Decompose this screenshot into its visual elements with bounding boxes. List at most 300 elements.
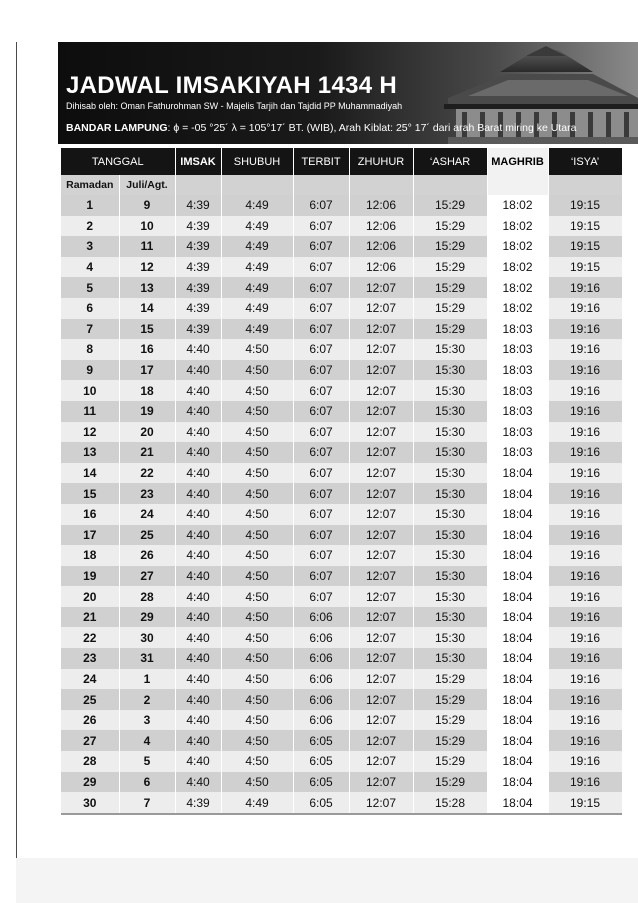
isya-cell: 19:16 bbox=[548, 360, 622, 381]
gregorian-date-cell: 9 bbox=[119, 195, 175, 216]
gregorian-date-cell: 17 bbox=[119, 360, 175, 381]
ramadan-day-cell: 8 bbox=[61, 339, 119, 360]
table-row bbox=[61, 380, 622, 401]
col-ashar: ‘ASHAR bbox=[413, 148, 487, 175]
page-bottom-band bbox=[16, 858, 638, 903]
ramadan-day-cell: 20 bbox=[61, 586, 119, 607]
shubuh-cell: 4:50 bbox=[221, 710, 293, 731]
table-header-row bbox=[61, 148, 622, 175]
terbit-cell: 6:05 bbox=[293, 792, 349, 813]
ramadan-day-cell: 10 bbox=[61, 380, 119, 401]
imsak-cell: 4:40 bbox=[175, 648, 221, 669]
imsak-cell: 4:40 bbox=[175, 442, 221, 463]
maghrib-cell: 18:04 bbox=[487, 586, 548, 607]
imsak-cell: 4:40 bbox=[175, 401, 221, 422]
imsak-cell: 4:39 bbox=[175, 236, 221, 257]
table-row bbox=[61, 483, 622, 504]
ashar-cell: 15:29 bbox=[413, 730, 487, 751]
ramadan-day-cell: 19 bbox=[61, 566, 119, 587]
ashar-cell: 15:30 bbox=[413, 566, 487, 587]
ashar-cell: 15:29 bbox=[413, 710, 487, 731]
schedule-subtitle: Dihisab oleh: Oman Fathurohman SW - Majelis Tarjih dan Tajdid PP Muhammadiyah bbox=[66, 101, 403, 111]
shubuh-cell: 4:49 bbox=[221, 319, 293, 340]
zhuhur-cell: 12:07 bbox=[349, 607, 413, 628]
zhuhur-cell: 12:07 bbox=[349, 648, 413, 669]
ashar-cell: 15:29 bbox=[413, 772, 487, 793]
ashar-cell: 15:30 bbox=[413, 483, 487, 504]
gregorian-date-cell: 1 bbox=[119, 669, 175, 690]
terbit-cell: 6:07 bbox=[293, 360, 349, 381]
imsak-cell: 4:40 bbox=[175, 772, 221, 793]
subheader-blank bbox=[293, 175, 349, 195]
maghrib-cell: 18:04 bbox=[487, 669, 548, 690]
zhuhur-cell: 12:07 bbox=[349, 422, 413, 443]
terbit-cell: 6:07 bbox=[293, 463, 349, 484]
isya-cell: 19:16 bbox=[548, 463, 622, 484]
table-row bbox=[61, 319, 622, 340]
maghrib-cell: 18:02 bbox=[487, 195, 548, 216]
ashar-cell: 15:28 bbox=[413, 792, 487, 813]
ramadan-day-cell: 26 bbox=[61, 710, 119, 731]
isya-cell: 19:15 bbox=[548, 195, 622, 216]
gregorian-date-cell: 19 bbox=[119, 401, 175, 422]
isya-cell: 19:16 bbox=[548, 751, 622, 772]
gregorian-date-cell: 6 bbox=[119, 772, 175, 793]
terbit-cell: 6:06 bbox=[293, 627, 349, 648]
shubuh-cell: 4:50 bbox=[221, 751, 293, 772]
table-row bbox=[61, 751, 622, 772]
zhuhur-cell: 12:07 bbox=[349, 689, 413, 710]
imsak-cell: 4:39 bbox=[175, 298, 221, 319]
gregorian-date-cell: 27 bbox=[119, 566, 175, 587]
col-isya: ‘ISYA’ bbox=[548, 148, 622, 175]
subheader-blank bbox=[175, 175, 221, 195]
gregorian-date-cell: 28 bbox=[119, 586, 175, 607]
ramadan-day-cell: 22 bbox=[61, 627, 119, 648]
shubuh-cell: 4:50 bbox=[221, 422, 293, 443]
col-terbit: TERBIT bbox=[293, 148, 349, 175]
shubuh-cell: 4:49 bbox=[221, 792, 293, 813]
col-zhuhur: ZHUHUR bbox=[349, 148, 413, 175]
isya-cell: 19:16 bbox=[548, 380, 622, 401]
ramadan-day-cell: 3 bbox=[61, 236, 119, 257]
zhuhur-cell: 12:07 bbox=[349, 792, 413, 813]
terbit-cell: 6:06 bbox=[293, 689, 349, 710]
zhuhur-cell: 12:06 bbox=[349, 257, 413, 278]
ashar-cell: 15:30 bbox=[413, 422, 487, 443]
ramadan-day-cell: 21 bbox=[61, 607, 119, 628]
ashar-cell: 15:29 bbox=[413, 195, 487, 216]
maghrib-cell: 18:04 bbox=[487, 751, 548, 772]
maghrib-cell: 18:04 bbox=[487, 607, 548, 628]
zhuhur-cell: 12:07 bbox=[349, 442, 413, 463]
table-row bbox=[61, 566, 622, 587]
header-banner bbox=[58, 42, 638, 144]
shubuh-cell: 4:49 bbox=[221, 195, 293, 216]
gregorian-date-cell: 4 bbox=[119, 730, 175, 751]
gregorian-date-cell: 7 bbox=[119, 792, 175, 813]
maghrib-cell: 18:04 bbox=[487, 772, 548, 793]
imsak-cell: 4:40 bbox=[175, 710, 221, 731]
imsak-cell: 4:40 bbox=[175, 463, 221, 484]
ramadan-day-cell: 4 bbox=[61, 257, 119, 278]
table-row bbox=[61, 360, 622, 381]
table-row bbox=[61, 710, 622, 731]
ashar-cell: 15:29 bbox=[413, 216, 487, 237]
isya-cell: 19:16 bbox=[548, 319, 622, 340]
maghrib-cell: 18:02 bbox=[487, 236, 548, 257]
isya-cell: 19:16 bbox=[548, 277, 622, 298]
zhuhur-cell: 12:07 bbox=[349, 669, 413, 690]
ashar-cell: 15:30 bbox=[413, 525, 487, 546]
imsak-cell: 4:40 bbox=[175, 627, 221, 648]
shubuh-cell: 4:50 bbox=[221, 483, 293, 504]
imsak-cell: 4:40 bbox=[175, 566, 221, 587]
page-left-border bbox=[16, 42, 17, 862]
terbit-cell: 6:06 bbox=[293, 607, 349, 628]
shubuh-cell: 4:50 bbox=[221, 607, 293, 628]
table-row bbox=[61, 216, 622, 237]
ramadan-day-cell: 14 bbox=[61, 463, 119, 484]
shubuh-cell: 4:50 bbox=[221, 586, 293, 607]
isya-cell: 19:16 bbox=[548, 648, 622, 669]
maghrib-cell: 18:02 bbox=[487, 257, 548, 278]
table-row bbox=[61, 730, 622, 751]
maghrib-cell: 18:04 bbox=[487, 463, 548, 484]
ashar-cell: 15:29 bbox=[413, 236, 487, 257]
terbit-cell: 6:07 bbox=[293, 195, 349, 216]
shubuh-cell: 4:50 bbox=[221, 772, 293, 793]
gregorian-date-cell: 29 bbox=[119, 607, 175, 628]
zhuhur-cell: 12:07 bbox=[349, 730, 413, 751]
shubuh-cell: 4:50 bbox=[221, 525, 293, 546]
gregorian-date-cell: 10 bbox=[119, 216, 175, 237]
zhuhur-cell: 12:07 bbox=[349, 401, 413, 422]
imsak-cell: 4:40 bbox=[175, 504, 221, 525]
ramadan-day-cell: 2 bbox=[61, 216, 119, 237]
table-subheader-row bbox=[61, 175, 622, 195]
imsak-cell: 4:40 bbox=[175, 730, 221, 751]
col-ramadan: Ramadan bbox=[61, 175, 119, 195]
zhuhur-cell: 12:07 bbox=[349, 298, 413, 319]
ashar-cell: 15:29 bbox=[413, 298, 487, 319]
zhuhur-cell: 12:07 bbox=[349, 319, 413, 340]
imsak-cell: 4:39 bbox=[175, 277, 221, 298]
ashar-cell: 15:30 bbox=[413, 442, 487, 463]
isya-cell: 19:15 bbox=[548, 216, 622, 237]
shubuh-cell: 4:49 bbox=[221, 277, 293, 298]
terbit-cell: 6:07 bbox=[293, 504, 349, 525]
zhuhur-cell: 12:07 bbox=[349, 710, 413, 731]
shubuh-cell: 4:49 bbox=[221, 236, 293, 257]
maghrib-cell: 18:04 bbox=[487, 648, 548, 669]
zhuhur-cell: 12:07 bbox=[349, 483, 413, 504]
terbit-cell: 6:07 bbox=[293, 216, 349, 237]
imsak-cell: 4:39 bbox=[175, 257, 221, 278]
ramadan-day-cell: 6 bbox=[61, 298, 119, 319]
shubuh-cell: 4:49 bbox=[221, 298, 293, 319]
isya-cell: 19:16 bbox=[548, 442, 622, 463]
table-bottom-rule bbox=[61, 813, 622, 815]
location-info bbox=[66, 122, 576, 134]
terbit-cell: 6:05 bbox=[293, 730, 349, 751]
shubuh-cell: 4:50 bbox=[221, 380, 293, 401]
imsak-cell: 4:40 bbox=[175, 751, 221, 772]
shubuh-cell: 4:49 bbox=[221, 216, 293, 237]
imsak-cell: 4:40 bbox=[175, 422, 221, 443]
gregorian-date-cell: 5 bbox=[119, 751, 175, 772]
maghrib-cell: 18:03 bbox=[487, 442, 548, 463]
imsak-cell: 4:39 bbox=[175, 792, 221, 813]
maghrib-cell: 18:03 bbox=[487, 360, 548, 381]
isya-cell: 19:16 bbox=[548, 689, 622, 710]
ashar-cell: 15:29 bbox=[413, 689, 487, 710]
table-row bbox=[61, 277, 622, 298]
table-body bbox=[61, 195, 622, 813]
table-row bbox=[61, 525, 622, 546]
table-row bbox=[61, 442, 622, 463]
ramadan-day-cell: 7 bbox=[61, 319, 119, 340]
ramadan-day-cell: 17 bbox=[61, 525, 119, 546]
ramadan-day-cell: 5 bbox=[61, 277, 119, 298]
shubuh-cell: 4:50 bbox=[221, 339, 293, 360]
maghrib-cell: 18:03 bbox=[487, 339, 548, 360]
terbit-cell: 6:07 bbox=[293, 236, 349, 257]
schedule-title: JADWAL IMSAKIYAH 1434 H bbox=[66, 72, 397, 99]
table-row bbox=[61, 195, 622, 216]
terbit-cell: 6:07 bbox=[293, 586, 349, 607]
gregorian-date-cell: 13 bbox=[119, 277, 175, 298]
col-imsak: IMSAK bbox=[175, 148, 221, 175]
isya-cell: 19:16 bbox=[548, 627, 622, 648]
gregorian-date-cell: 18 bbox=[119, 380, 175, 401]
gregorian-date-cell: 2 bbox=[119, 689, 175, 710]
ashar-cell: 15:30 bbox=[413, 360, 487, 381]
shubuh-cell: 4:50 bbox=[221, 401, 293, 422]
imsak-cell: 4:40 bbox=[175, 689, 221, 710]
ashar-cell: 15:29 bbox=[413, 277, 487, 298]
terbit-cell: 6:07 bbox=[293, 380, 349, 401]
ashar-cell: 15:30 bbox=[413, 339, 487, 360]
maghrib-cell: 18:02 bbox=[487, 216, 548, 237]
zhuhur-cell: 12:06 bbox=[349, 195, 413, 216]
terbit-cell: 6:07 bbox=[293, 257, 349, 278]
shubuh-cell: 4:50 bbox=[221, 730, 293, 751]
isya-cell: 19:16 bbox=[548, 586, 622, 607]
maghrib-cell: 18:04 bbox=[487, 730, 548, 751]
table-row bbox=[61, 463, 622, 484]
isya-cell: 19:16 bbox=[548, 422, 622, 443]
maghrib-cell: 18:04 bbox=[487, 483, 548, 504]
shubuh-cell: 4:50 bbox=[221, 669, 293, 690]
imsakiyah-table bbox=[61, 148, 623, 813]
zhuhur-cell: 12:07 bbox=[349, 545, 413, 566]
ramadan-day-cell: 11 bbox=[61, 401, 119, 422]
table-row bbox=[61, 298, 622, 319]
zhuhur-cell: 12:07 bbox=[349, 339, 413, 360]
col-tanggal: TANGGAL bbox=[61, 148, 175, 175]
imsak-cell: 4:39 bbox=[175, 319, 221, 340]
maghrib-cell: 18:04 bbox=[487, 566, 548, 587]
isya-cell: 19:16 bbox=[548, 772, 622, 793]
maghrib-cell: 18:04 bbox=[487, 545, 548, 566]
ashar-cell: 15:30 bbox=[413, 401, 487, 422]
terbit-cell: 6:07 bbox=[293, 277, 349, 298]
zhuhur-cell: 12:07 bbox=[349, 504, 413, 525]
terbit-cell: 6:07 bbox=[293, 339, 349, 360]
isya-cell: 19:16 bbox=[548, 545, 622, 566]
shubuh-cell: 4:50 bbox=[221, 648, 293, 669]
zhuhur-cell: 12:07 bbox=[349, 380, 413, 401]
shubuh-cell: 4:50 bbox=[221, 463, 293, 484]
imsak-cell: 4:40 bbox=[175, 545, 221, 566]
isya-cell: 19:16 bbox=[548, 730, 622, 751]
isya-cell: 19:16 bbox=[548, 669, 622, 690]
zhuhur-cell: 12:07 bbox=[349, 627, 413, 648]
table-row bbox=[61, 339, 622, 360]
table-row bbox=[61, 236, 622, 257]
subheader-blank bbox=[221, 175, 293, 195]
table-row bbox=[61, 648, 622, 669]
zhuhur-cell: 12:07 bbox=[349, 525, 413, 546]
subheader-blank bbox=[487, 175, 548, 195]
zhuhur-cell: 12:07 bbox=[349, 566, 413, 587]
zhuhur-cell: 12:07 bbox=[349, 772, 413, 793]
isya-cell: 19:16 bbox=[548, 525, 622, 546]
gregorian-date-cell: 24 bbox=[119, 504, 175, 525]
table-row bbox=[61, 545, 622, 566]
ramadan-day-cell: 16 bbox=[61, 504, 119, 525]
ramadan-day-cell: 28 bbox=[61, 751, 119, 772]
col-shubuh: SHUBUH bbox=[221, 148, 293, 175]
terbit-cell: 6:07 bbox=[293, 483, 349, 504]
maghrib-cell: 18:02 bbox=[487, 277, 548, 298]
ashar-cell: 15:29 bbox=[413, 751, 487, 772]
maghrib-cell: 18:03 bbox=[487, 422, 548, 443]
terbit-cell: 6:07 bbox=[293, 525, 349, 546]
maghrib-cell: 18:03 bbox=[487, 319, 548, 340]
location-name: BANDAR LAMPUNG bbox=[66, 122, 168, 134]
isya-cell: 19:16 bbox=[548, 566, 622, 587]
table-row bbox=[61, 627, 622, 648]
terbit-cell: 6:07 bbox=[293, 422, 349, 443]
subheader-blank bbox=[548, 175, 622, 195]
imsak-cell: 4:39 bbox=[175, 216, 221, 237]
terbit-cell: 6:07 bbox=[293, 319, 349, 340]
terbit-cell: 6:07 bbox=[293, 401, 349, 422]
gregorian-date-cell: 31 bbox=[119, 648, 175, 669]
ramadan-day-cell: 27 bbox=[61, 730, 119, 751]
shubuh-cell: 4:49 bbox=[221, 257, 293, 278]
col-maghrib: MAGHRIB bbox=[487, 148, 548, 175]
isya-cell: 19:16 bbox=[548, 504, 622, 525]
zhuhur-cell: 12:07 bbox=[349, 751, 413, 772]
imsak-cell: 4:40 bbox=[175, 483, 221, 504]
zhuhur-cell: 12:07 bbox=[349, 586, 413, 607]
isya-cell: 19:16 bbox=[548, 483, 622, 504]
maghrib-cell: 18:04 bbox=[487, 627, 548, 648]
isya-cell: 19:16 bbox=[548, 710, 622, 731]
isya-cell: 19:15 bbox=[548, 792, 622, 813]
zhuhur-cell: 12:07 bbox=[349, 277, 413, 298]
table-row bbox=[61, 792, 622, 813]
ramadan-day-cell: 29 bbox=[61, 772, 119, 793]
ramadan-day-cell: 15 bbox=[61, 483, 119, 504]
isya-cell: 19:16 bbox=[548, 339, 622, 360]
imsak-cell: 4:40 bbox=[175, 380, 221, 401]
terbit-cell: 6:07 bbox=[293, 566, 349, 587]
isya-cell: 19:15 bbox=[548, 257, 622, 278]
imsak-cell: 4:40 bbox=[175, 607, 221, 628]
gregorian-date-cell: 16 bbox=[119, 339, 175, 360]
ashar-cell: 15:29 bbox=[413, 319, 487, 340]
ramadan-day-cell: 30 bbox=[61, 792, 119, 813]
ashar-cell: 15:30 bbox=[413, 627, 487, 648]
gregorian-date-cell: 26 bbox=[119, 545, 175, 566]
gregorian-date-cell: 15 bbox=[119, 319, 175, 340]
subheader-blank bbox=[413, 175, 487, 195]
maghrib-cell: 18:03 bbox=[487, 380, 548, 401]
gregorian-date-cell: 22 bbox=[119, 463, 175, 484]
maghrib-cell: 18:04 bbox=[487, 504, 548, 525]
shubuh-cell: 4:50 bbox=[221, 689, 293, 710]
zhuhur-cell: 12:06 bbox=[349, 216, 413, 237]
terbit-cell: 6:07 bbox=[293, 298, 349, 319]
imsak-cell: 4:40 bbox=[175, 339, 221, 360]
ramadan-day-cell: 18 bbox=[61, 545, 119, 566]
ashar-cell: 15:30 bbox=[413, 586, 487, 607]
imsak-cell: 4:40 bbox=[175, 586, 221, 607]
maghrib-cell: 18:04 bbox=[487, 525, 548, 546]
isya-cell: 19:15 bbox=[548, 236, 622, 257]
location-coordinates: : ϕ = -05 °25´ λ = 105°17´ BT. (WIB), Arah Kiblat: 25° 17´ dari arah Barat miring ke Utara bbox=[167, 122, 577, 134]
shubuh-cell: 4:50 bbox=[221, 566, 293, 587]
zhuhur-cell: 12:07 bbox=[349, 463, 413, 484]
maghrib-cell: 18:04 bbox=[487, 710, 548, 731]
ashar-cell: 15:30 bbox=[413, 504, 487, 525]
isya-cell: 19:16 bbox=[548, 607, 622, 628]
ashar-cell: 15:30 bbox=[413, 463, 487, 484]
terbit-cell: 6:06 bbox=[293, 669, 349, 690]
ashar-cell: 15:29 bbox=[413, 669, 487, 690]
ashar-cell: 15:30 bbox=[413, 545, 487, 566]
ramadan-day-cell: 12 bbox=[61, 422, 119, 443]
shubuh-cell: 4:50 bbox=[221, 627, 293, 648]
ramadan-day-cell: 13 bbox=[61, 442, 119, 463]
gregorian-date-cell: 21 bbox=[119, 442, 175, 463]
ashar-cell: 15:30 bbox=[413, 648, 487, 669]
table-row bbox=[61, 689, 622, 710]
maghrib-cell: 18:04 bbox=[487, 689, 548, 710]
terbit-cell: 6:05 bbox=[293, 772, 349, 793]
imsak-cell: 4:40 bbox=[175, 669, 221, 690]
table-row bbox=[61, 607, 622, 628]
ramadan-day-cell: 9 bbox=[61, 360, 119, 381]
zhuhur-cell: 12:07 bbox=[349, 360, 413, 381]
gregorian-date-cell: 3 bbox=[119, 710, 175, 731]
shubuh-cell: 4:50 bbox=[221, 545, 293, 566]
gregorian-date-cell: 11 bbox=[119, 236, 175, 257]
shubuh-cell: 4:50 bbox=[221, 442, 293, 463]
subheader-blank bbox=[349, 175, 413, 195]
table-row bbox=[61, 669, 622, 690]
isya-cell: 19:16 bbox=[548, 401, 622, 422]
imsak-cell: 4:40 bbox=[175, 360, 221, 381]
col-juli-agt: Juli/Agt. bbox=[119, 175, 175, 195]
table-row bbox=[61, 772, 622, 793]
table-row bbox=[61, 401, 622, 422]
ramadan-day-cell: 24 bbox=[61, 669, 119, 690]
